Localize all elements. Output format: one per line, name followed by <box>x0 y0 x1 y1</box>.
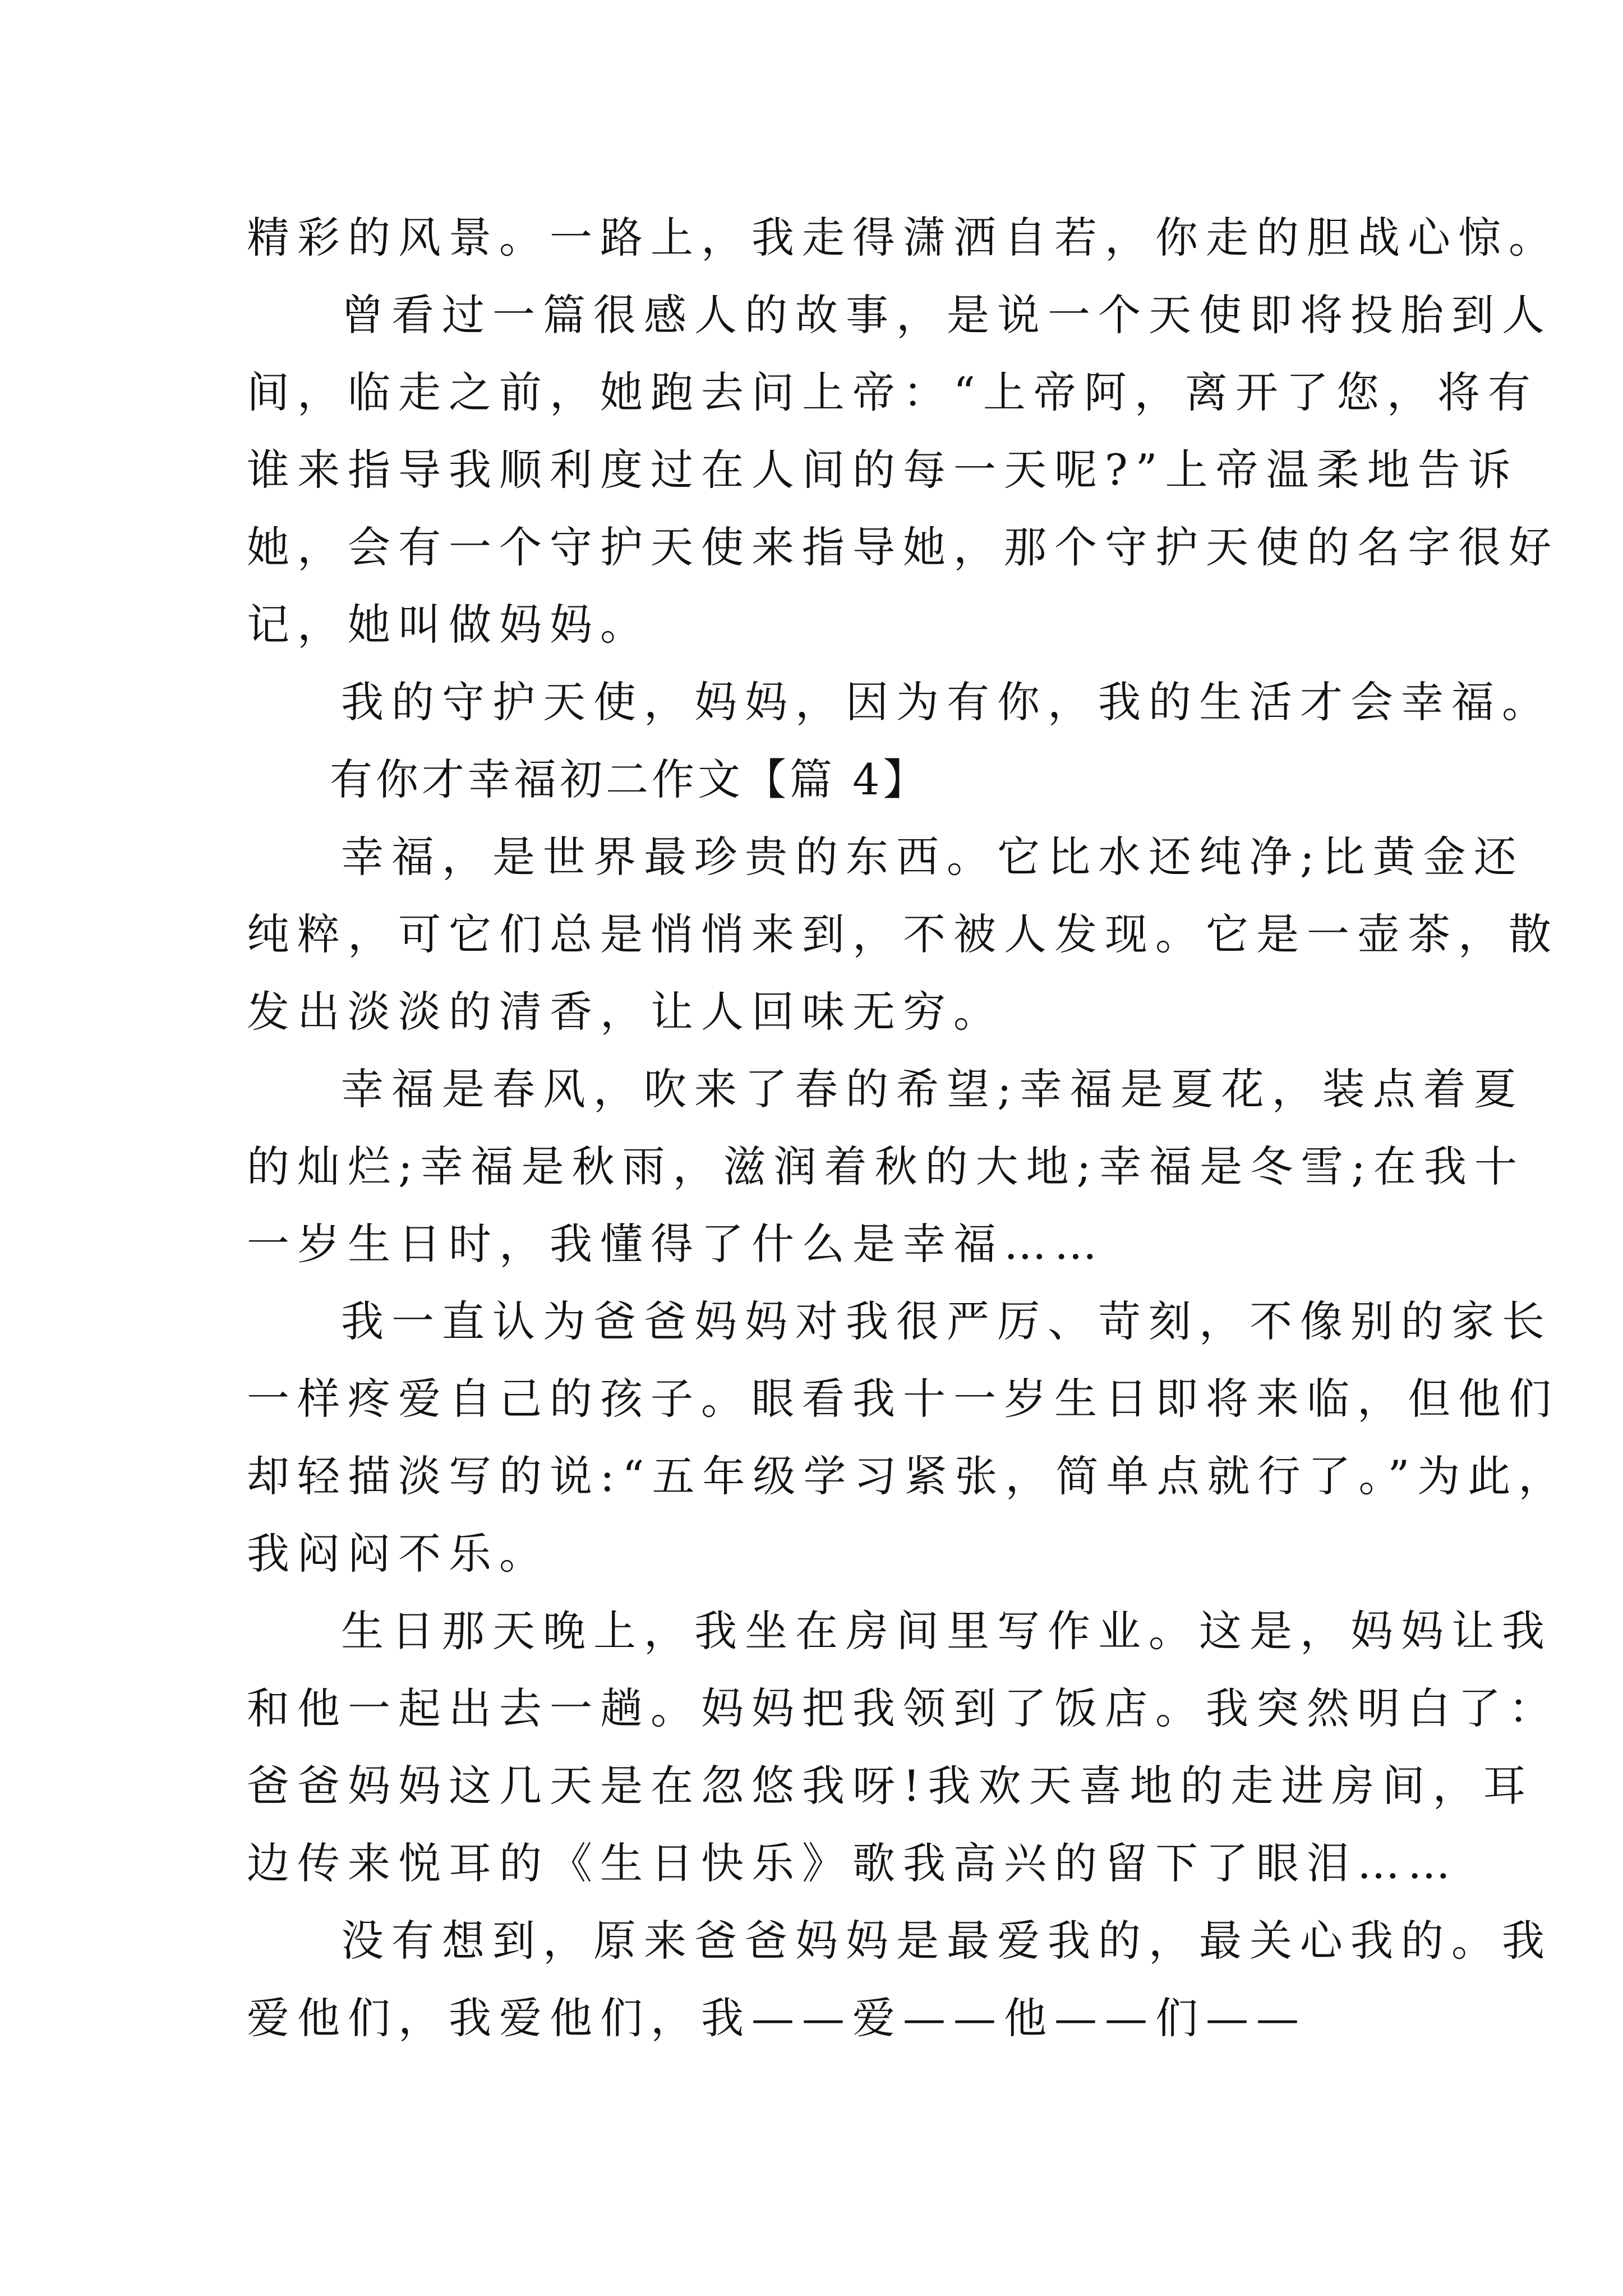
text-line: 幸福，是世界最珍贵的东西。它比水还纯净;比黄金还 <box>341 832 1524 882</box>
text-line: 记，她叫做妈妈。 <box>247 600 651 650</box>
text-line: 和他一起出去一趟。妈妈把我领到了饭店。我突然明白了： <box>247 1683 1559 1733</box>
text-line: 一岁生日时，我懂得了什么是幸福…… <box>247 1219 1105 1269</box>
text-line: 曾看过一篇很感人的故事，是说一个天使即将投胎到人 <box>341 290 1552 340</box>
text-line: 纯粹，可它们总是悄悄来到，不被人发现。它是一壶茶，散 <box>247 909 1559 959</box>
text-line: 的灿烂;幸福是秋雨，滋润着秋的大地;幸福是冬雪;在我十 <box>247 1142 1525 1191</box>
text-line: 爸爸妈妈这几天是在忽悠我呀!我欢天喜地的走进房间，耳 <box>247 1761 1534 1811</box>
text-line: 我一直认为爸爸妈妈对我很严厉、苛刻，不像别的家长 <box>341 1296 1552 1346</box>
section-heading: 有你才幸福初二作文【篇 4】 <box>330 754 929 804</box>
text-line: 边传来悦耳的《生日快乐》歌我高兴的留下了眼泪…… <box>247 1838 1458 1888</box>
text-line: 爱他们，我爱他们，我——爱——他——们—— <box>247 1993 1307 2043</box>
essay-body <box>247 199 1569 2057</box>
text-line: 却轻描淡写的说:“五年级学习紧张，简单点就行了。”为此， <box>247 1451 1569 1501</box>
text-line: 发出淡淡的清香，让人回味无穷。 <box>247 987 1004 1037</box>
text-line: 幸福是春风，吹来了春的希望;幸福是夏花，装点着夏 <box>341 1064 1524 1114</box>
text-line: 谁来指导我顺利度过在人间的每一天呢?”上帝温柔地告诉 <box>247 445 1519 495</box>
text-line: 我的守护天使，妈妈，因为有你，我的生活才会幸福。 <box>341 677 1552 727</box>
text-line: 没有想到，原来爸爸妈妈是最爱我的，最关心我的。我 <box>341 1916 1552 1966</box>
text-line: 我闷闷不乐。 <box>247 1529 550 1579</box>
text-line: 生日那天晚上，我坐在房间里写作业。这是，妈妈让我 <box>341 1606 1552 1656</box>
text-line: 精彩的风景。一路上，我走得潇洒自若，你走的胆战心惊。 <box>247 213 1559 263</box>
text-line: 间，临走之前，她跑去问上帝：“上帝阿，离开了您，将有 <box>247 367 1538 417</box>
text-line: 一样疼爱自己的孩子。眼看我十一岁生日即将来临，但他们 <box>247 1374 1559 1424</box>
text-line: 她，会有一个守护天使来指导她，那个守护天使的名字很好 <box>247 522 1559 572</box>
